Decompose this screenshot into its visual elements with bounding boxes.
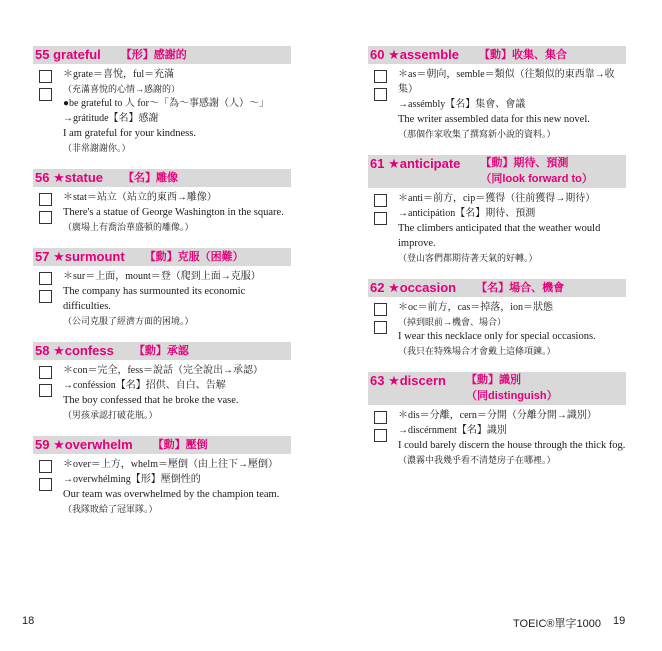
entry-word: 58 ★confess [35,343,114,358]
etymology-line: ＊stat＝站立（站立的東西→雕像） [63,192,217,203]
review-checkbox[interactable] [374,411,387,424]
entry-discern [368,372,626,467]
review-checkbox[interactable] [374,212,387,225]
left-column [33,46,291,530]
derivative-line: →overwhélming【形】壓倒性的 [63,474,201,485]
entry-header [33,46,291,64]
right-page-number: 19 [613,615,626,627]
derivative-line: →assémbly【名】集會、會議 [398,99,526,110]
entry-body [368,405,626,467]
example-sentence: The climbers anticipated that the weather would improve. [398,223,601,249]
entry-confess [33,342,291,422]
translation-line: （那個作家收集了撰寫新小說的資料。） [398,129,556,139]
derivative-line: →conféssion【名】招供、自白、告解 [63,380,226,391]
entry-body [33,187,291,234]
entry-grateful [33,46,291,155]
translation-line: （公司克服了經濟方面的困境。） [63,316,194,326]
review-checkbox[interactable] [39,384,52,397]
etymology-line: ＊dis＝分離，cern＝分開（分離分開→識別） [398,410,597,421]
example-sentence: The company has surmounted its economic difficulties. [63,286,246,312]
etymology-line: ＊grate＝喜悅，ful＝充滿 [63,69,175,80]
review-checkbox[interactable] [374,70,387,83]
entry-surmount [33,248,291,328]
example-sentence: I wear this necklace only for special occasions. [398,331,596,342]
review-checkbox[interactable] [39,193,52,206]
etymology-line: ＊as＝朝向，semble＝類似（往類似的東西靠→收集） [398,69,615,95]
entry-occasion [368,279,626,358]
translation-line: （登山客們都期待著天氣的好轉。） [398,253,538,263]
translation-line: （我只在特殊場合才會戴上這條項鍊。） [398,346,556,356]
example-sentence: Our team was overwhelmed by the champion team. [63,489,280,500]
review-checkbox[interactable] [39,366,52,379]
entry-word: 62 ★occasion [370,280,457,295]
etymology-line: ＊oc＝前方，cas＝掉落，ion＝狀態 [398,302,553,313]
translation-line: （我隊敗給了冠軍隊。） [63,504,158,514]
entry-anticipate [368,155,626,265]
entry-header [33,436,291,454]
entry-body [368,64,626,141]
review-checkbox[interactable] [374,194,387,207]
entry-word: 57 ★surmount [35,249,125,264]
entry-header [368,155,626,188]
review-checkbox[interactable] [39,70,52,83]
entry-header [33,169,291,187]
left-page-number: 18 [22,615,35,627]
entry-header [368,279,626,297]
entry-body [33,360,291,422]
entry-body [368,297,626,358]
example-sentence: I am grateful for your kindness. [63,128,196,139]
etymology-note: （掉到眼前→機會、場合） [398,317,507,327]
translation-line: （男孩承認打破花瓶。） [63,410,158,420]
entry-pos: 【名】雕像 [123,172,179,184]
entry-word: 60 ★assemble [370,47,459,62]
derivative-line: →discérnment【名】識別 [398,425,507,436]
entry-pos: 【動】期待、預測 [480,157,569,169]
etymology-note: （充滿喜悅的心情→感謝的） [63,84,181,94]
etymology-line: ＊over＝上方，whelm＝壓倒（由上往下→壓倒） [63,459,278,470]
derivative-line: →anticipátion【名】期待、預測 [398,208,536,219]
entry-header [33,248,291,266]
etymology-line: ＊sur＝上面，mount＝登（爬到上面→克服） [63,271,261,282]
example-sentence: The writer assembled data for this new novel. [398,114,590,125]
entry-pos: 【名】場合、機會 [476,282,565,294]
entry-pos: 【形】感謝的 [120,49,187,61]
review-checkbox[interactable] [39,478,52,491]
review-checkbox[interactable] [39,211,52,224]
translation-line: （濃霧中我幾乎看不清楚房子在哪裡。） [398,455,556,465]
entry-word: 59 ★overwhelm [35,437,133,452]
entry-overwhelm [33,436,291,516]
entry-header [368,372,626,405]
translation-line: （非常謝謝你。） [63,143,131,153]
example-sentence: I could barely discern the house through the thick fog. [398,440,626,451]
entry-word: 61 ★anticipate [370,156,461,171]
entry-header [33,342,291,360]
entry-pos: 【動】承認 [133,345,189,357]
right-column [368,46,626,481]
entry-pos: 【動】壓倒 [152,439,208,451]
etymology-line: ＊con＝完全，fess＝說話（完全說出→承認） [63,365,263,376]
entry-pos-group [480,155,592,187]
entry-assemble [368,46,626,141]
entry-body [33,454,291,516]
review-checkbox[interactable] [39,272,52,285]
example-sentence: There's a statue of George Washington in the square. [63,207,284,218]
entry-pos: 【動】識別 [465,374,521,386]
entry-word: 55 grateful [35,47,101,62]
entry-synonym: （同distinguish） [465,390,558,402]
entry-body [33,64,291,155]
entry-pos: 【動】克服（困難） [144,251,244,263]
review-checkbox[interactable] [39,290,52,303]
derivative-line: →grátitude【名】感謝 [63,113,159,124]
book-title: TOEIC®單字1000 [513,618,601,630]
review-checkbox[interactable] [374,88,387,101]
entry-body [368,188,626,265]
review-checkbox[interactable] [374,429,387,442]
review-checkbox[interactable] [39,88,52,101]
example-sentence: The boy confessed that he broke the vase. [63,395,239,406]
entry-statue [33,169,291,234]
review-checkbox[interactable] [374,321,387,334]
phrase-line: ●be grateful to 人 for～「為～事感謝（人）～」 [63,98,270,109]
entry-pos-group [466,372,558,404]
entry-word: 56 ★statue [35,170,104,185]
entry-synonym: （同look forward to） [480,173,593,185]
entry-pos: 【動】收集、集合 [479,49,567,61]
entry-body [33,266,291,328]
review-checkbox[interactable] [39,460,52,473]
entry-header [368,46,626,64]
etymology-line: ＊anti＝前方，cip＝獲得（往前獲得→期待） [398,193,596,204]
entry-word: 63 ★discern [370,373,446,388]
translation-line: （廣場上有喬治華盛頓的雕像。） [63,222,194,232]
review-checkbox[interactable] [374,303,387,316]
